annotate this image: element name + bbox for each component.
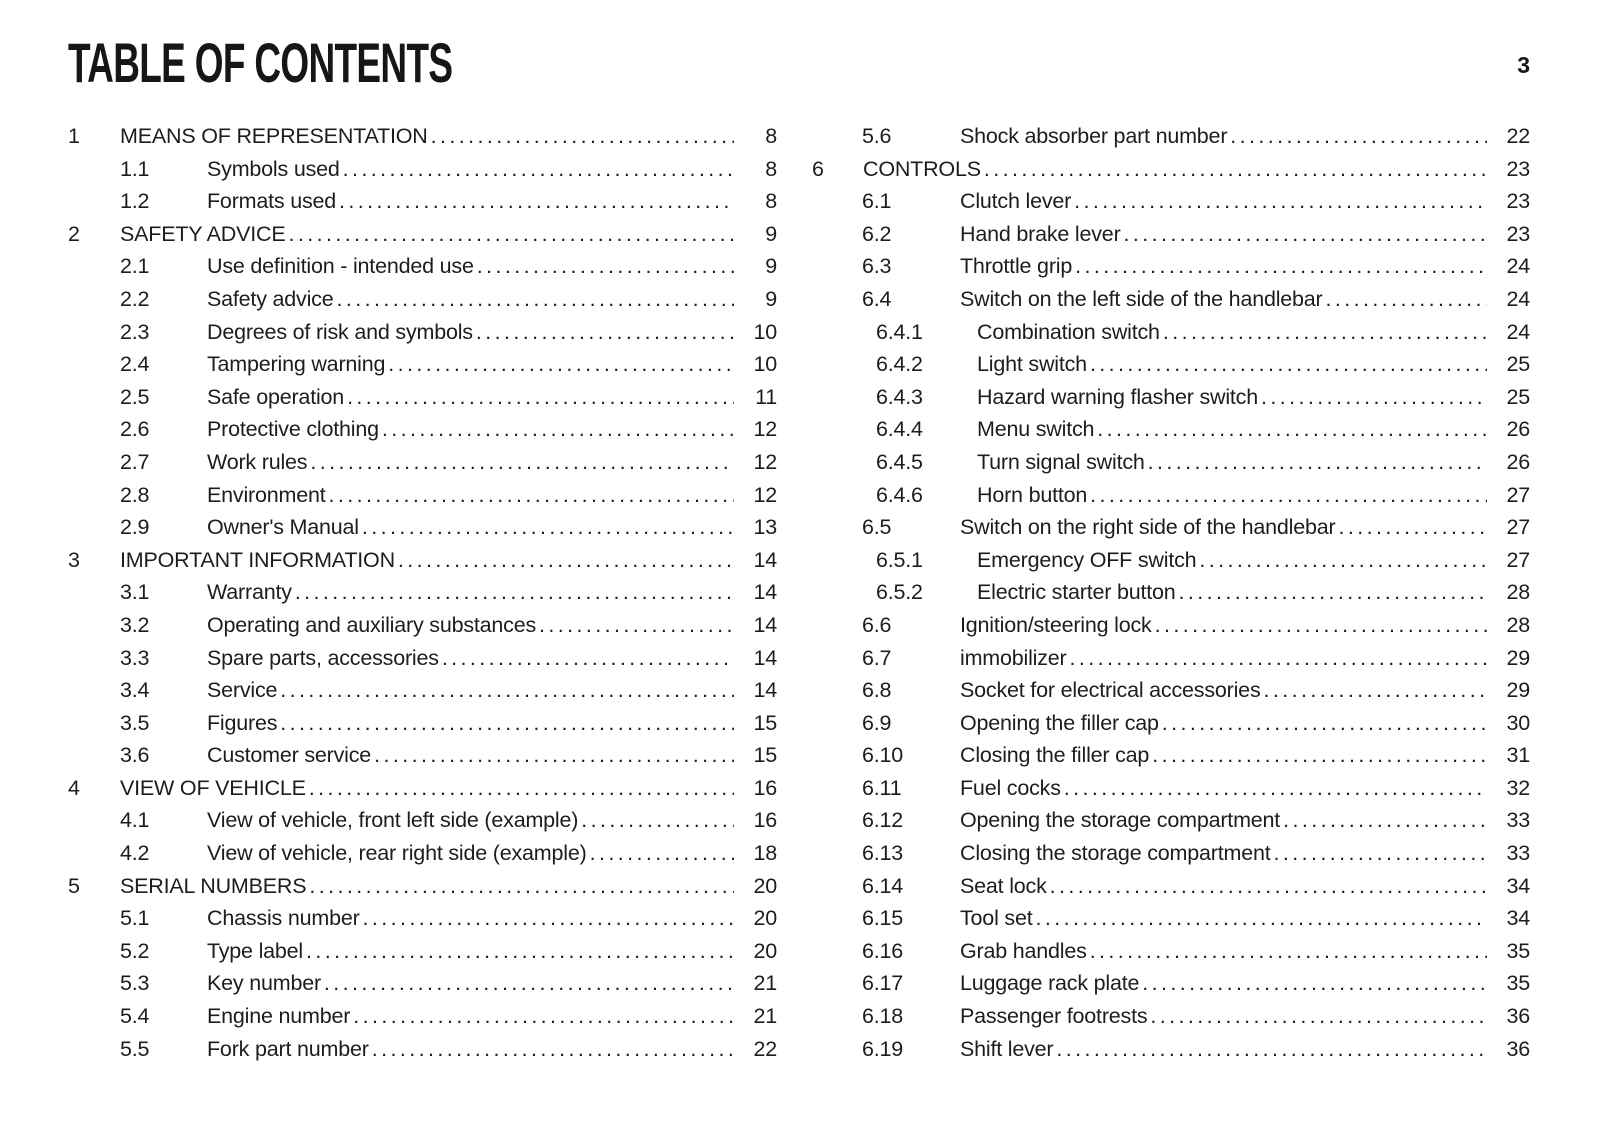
toc-entry-label: Key number: [207, 971, 321, 996]
toc-entry-label: CONTROLS: [863, 156, 981, 181]
toc-entry-number: 6.6: [862, 612, 892, 637]
toc-entry-number: 1.2: [120, 189, 150, 214]
dot-leader: [288, 218, 734, 251]
toc-entry-number: 6.12: [862, 808, 904, 833]
toc-entry-label: Tool set: [960, 906, 1033, 931]
toc-entry-label: Service: [207, 678, 278, 703]
dot-leader: [1090, 935, 1487, 968]
toc-entry-number: 5.5: [120, 1036, 150, 1061]
toc-entry-page: 15: [753, 710, 777, 735]
toc-entry-page: 14: [753, 612, 777, 637]
toc-entry-label: Type label: [207, 938, 304, 963]
dot-leader: [306, 935, 734, 968]
toc-entry: [68, 120, 777, 153]
toc-entry-label: Light switch: [977, 352, 1087, 377]
toc-entry: [812, 185, 1530, 218]
toc-entry-number: 5.4: [120, 1004, 150, 1029]
toc-entry: [812, 316, 1530, 349]
dot-leader: [1036, 902, 1488, 935]
toc-entry-number: 6.10: [862, 743, 904, 768]
toc-entry-page: 14: [753, 678, 777, 703]
toc-entry-number: 6.4.6: [876, 482, 923, 507]
dot-leader: [343, 153, 734, 186]
dot-leader: [1075, 250, 1487, 283]
page-title: TABLE OF CONTENTS: [68, 31, 453, 94]
toc-entry-number: 2.7: [120, 449, 150, 474]
dot-leader: [1199, 544, 1487, 577]
toc-entry-page: 28: [1506, 580, 1530, 605]
toc-entry: [812, 544, 1530, 577]
toc-entry-label: Safe operation: [207, 384, 345, 409]
toc-entry-number: 2: [68, 221, 80, 246]
toc-entry-page: 18: [753, 841, 777, 866]
toc-entry-page: 14: [753, 645, 777, 670]
toc-entry-label: Work rules: [207, 449, 308, 474]
toc-entry-number: 6.15: [862, 906, 904, 931]
toc-entry-page: 26: [1506, 417, 1530, 442]
toc-entry-label: Opening the storage compartment: [960, 808, 1281, 833]
toc-entry-page: 16: [753, 808, 777, 833]
dot-leader: [1064, 772, 1487, 805]
toc-entry-number: 2.4: [120, 352, 150, 377]
dot-leader: [324, 967, 734, 1000]
toc-entry: [812, 250, 1530, 283]
toc-entry-label: MEANS OF REPRESENTATION: [120, 124, 428, 148]
toc-entry-number: 6.4.4: [876, 417, 923, 442]
toc-entry-number: 2.3: [120, 319, 150, 344]
toc-entry: [812, 153, 1530, 186]
toc-entry-page: 33: [1506, 841, 1530, 866]
toc-entry-number: 3: [68, 547, 80, 572]
dot-leader: [309, 772, 734, 805]
toc-entry: [812, 413, 1530, 446]
dot-leader: [309, 870, 734, 903]
toc-entry-number: 6.4.2: [876, 352, 923, 377]
toc-entry-number: 6: [812, 156, 824, 181]
toc-entry: [68, 413, 777, 446]
toc-entry-page: 31: [1506, 743, 1530, 768]
toc-entry-page: 23: [1506, 221, 1530, 246]
toc-entry-label: Warranty: [207, 580, 292, 605]
toc-entry-page: 14: [753, 547, 777, 572]
toc-entry-number: 5.1: [120, 906, 150, 931]
toc-entry-number: 5.2: [120, 938, 150, 963]
toc-entry-page: 35: [1506, 971, 1530, 996]
toc-entry: [812, 120, 1530, 153]
toc-entry-label: Owner's Manual: [207, 515, 359, 540]
toc-entry: [812, 804, 1530, 837]
toc-entry-label: Closing the filler cap: [960, 743, 1150, 768]
toc-entry-label: Protective clothing: [207, 417, 379, 442]
page-number: 3: [1517, 52, 1530, 78]
dot-leader: [1162, 707, 1487, 740]
toc-entry: [68, 1000, 777, 1033]
dot-leader: [1326, 283, 1487, 316]
toc-entry-label: VIEW OF VEHICLE: [120, 775, 306, 800]
toc-entry: [812, 1000, 1530, 1033]
dot-leader: [1152, 739, 1487, 772]
toc-entry-page: 9: [765, 221, 777, 246]
toc-entry: [812, 511, 1530, 544]
dot-leader: [1283, 804, 1487, 837]
toc-entry-label: Switch on the left side of the handlebar: [960, 286, 1323, 311]
toc-entry-label: Seat lock: [960, 873, 1047, 898]
toc-entry-label: Safety advice: [207, 286, 334, 311]
toc-entry-label: Chassis number: [207, 906, 360, 931]
toc-entry: [812, 283, 1530, 316]
dot-leader: [477, 250, 734, 283]
dot-leader: [310, 446, 734, 479]
toc-entry-page: 36: [1506, 1004, 1530, 1029]
toc-entry: [812, 609, 1530, 642]
dot-leader: [1264, 674, 1488, 707]
toc-entry-number: 2.2: [120, 286, 150, 311]
toc-entry-page: 27: [1506, 482, 1530, 507]
toc-entry: [812, 772, 1530, 805]
toc-entry: [68, 446, 777, 479]
toc-entry-number: 2.8: [120, 482, 150, 507]
toc-entry-page: 14: [753, 580, 777, 605]
toc-entry: [68, 250, 777, 283]
toc-entry-page: 20: [753, 906, 777, 931]
toc-entry-page: 35: [1506, 938, 1530, 963]
toc-entry-number: 6.4.5: [876, 449, 923, 474]
toc-entry-number: 3.2: [120, 612, 150, 637]
toc-entry-number: 6.5: [862, 515, 892, 540]
toc-entry-page: 23: [1506, 156, 1530, 181]
toc-entry-label: Ignition/steering lock: [960, 612, 1152, 637]
toc-entry: [68, 707, 777, 740]
toc-entry: [68, 511, 777, 544]
dot-leader: [1070, 642, 1487, 675]
toc-entry-number: 6.3: [862, 254, 892, 279]
dot-leader: [1155, 609, 1487, 642]
dot-leader: [1179, 576, 1487, 609]
toc-entry-page: 11: [755, 384, 777, 409]
toc-entry: [812, 837, 1530, 870]
toc-entry: [812, 348, 1530, 381]
toc-entry-page: 36: [1506, 1036, 1530, 1061]
toc-entry-number: 6.19: [862, 1036, 904, 1061]
dot-leader: [347, 381, 734, 414]
dot-leader: [1273, 837, 1487, 870]
toc-entry-page: 24: [1506, 254, 1530, 279]
toc-entry-page: 26: [1506, 449, 1530, 474]
toc-entry: [812, 935, 1530, 968]
toc-entry-number: 6.4.1: [876, 319, 923, 344]
toc-entry-page: 21: [753, 1004, 777, 1029]
dot-leader: [984, 153, 1487, 186]
toc-entry-label: Luggage rack plate: [960, 971, 1140, 996]
toc-entry-number: 4.1: [120, 808, 150, 833]
dot-leader: [442, 642, 734, 675]
toc-entry: [68, 316, 777, 349]
toc-entry-page: 30: [1506, 710, 1530, 735]
toc-entry: [68, 837, 777, 870]
dot-leader: [363, 902, 734, 935]
toc-entry: [68, 348, 777, 381]
toc-entry: [812, 739, 1530, 772]
toc-entry: [68, 381, 777, 414]
dot-leader: [590, 837, 734, 870]
toc-entry-page: 8: [765, 124, 777, 148]
toc-entry-number: 3.4: [120, 678, 150, 703]
toc-entry-page: 12: [753, 482, 777, 507]
dot-leader: [398, 544, 734, 577]
toc-entry-label: SERIAL NUMBERS: [120, 873, 307, 898]
dot-leader: [1056, 1033, 1487, 1066]
toc-entry-page: 34: [1506, 906, 1530, 931]
dot-leader: [1261, 381, 1487, 414]
toc-entry-number: 4: [68, 775, 80, 800]
dot-leader: [1074, 185, 1487, 218]
toc-entry-label: Fuel cocks: [960, 775, 1061, 800]
dot-leader: [339, 185, 734, 218]
toc-entry-number: 5: [68, 873, 80, 898]
dot-leader: [1150, 1000, 1487, 1033]
toc-entry-label: View of vehicle, rear right side (example): [207, 841, 587, 866]
toc-entry-label: Figures: [207, 710, 278, 735]
toc-entry-page: 8: [765, 189, 777, 214]
toc-entry-page: 8: [765, 156, 777, 181]
toc-entry-label: Tampering warning: [207, 352, 386, 377]
toc-entry-label: Degrees of risk and symbols: [207, 319, 473, 344]
dot-leader: [374, 739, 734, 772]
toc-entry-label: Shift lever: [960, 1036, 1054, 1061]
toc-entry-number: 6.1: [862, 189, 892, 214]
toc-entry-page: 25: [1506, 384, 1530, 409]
toc-entry-page: 27: [1506, 515, 1530, 540]
toc-entry-page: 9: [765, 254, 777, 279]
toc-entry: [68, 218, 777, 251]
toc-entry-page: 29: [1506, 645, 1530, 670]
toc-entry-number: 5.6: [862, 124, 892, 148]
dot-leader: [539, 609, 734, 642]
toc-entry: [68, 609, 777, 642]
toc-entry-page: 33: [1506, 808, 1530, 833]
dot-leader: [1050, 870, 1487, 903]
toc-entry-label: Opening the filler cap: [960, 710, 1159, 735]
toc-entry-label: IMPORTANT INFORMATION: [120, 547, 395, 572]
toc-entry: [812, 642, 1530, 675]
toc-entry: [812, 479, 1530, 512]
dot-leader: [280, 707, 734, 740]
toc-entry-number: 6.14: [862, 873, 904, 898]
toc-entry: [68, 870, 777, 903]
toc-entry-label: SAFETY ADVICE: [120, 221, 286, 246]
dot-leader: [1097, 413, 1487, 446]
dot-leader: [382, 413, 734, 446]
toc-entry: [68, 479, 777, 512]
toc-entry: [812, 446, 1530, 479]
toc-entry: [812, 674, 1530, 707]
toc-entry-page: 29: [1506, 678, 1530, 703]
toc-entry-number: 6.9: [862, 710, 892, 735]
toc-entry-label: Fork part number: [207, 1036, 369, 1061]
toc-entry: [812, 870, 1530, 903]
dot-leader: [336, 283, 734, 316]
toc-entry-label: Turn signal switch: [977, 449, 1145, 474]
toc-entry: [68, 185, 777, 218]
dot-leader: [1142, 967, 1487, 1000]
toc-entry-page: 12: [753, 449, 777, 474]
toc-entry: [812, 576, 1530, 609]
toc-entry-label: Throttle grip: [960, 254, 1073, 279]
toc-entry-page: 12: [753, 417, 777, 442]
toc-entry: [68, 642, 777, 675]
dot-leader: [581, 804, 734, 837]
toc-entry-number: 6.17: [862, 971, 904, 996]
toc-entry: [68, 544, 777, 577]
toc-entry-label: Symbols used: [207, 156, 340, 181]
toc-entry-label: Combination switch: [977, 319, 1160, 344]
toc-entry-label: Hand brake lever: [960, 221, 1121, 246]
toc-entry: [68, 935, 777, 968]
toc-entry-label: Customer service: [207, 743, 372, 768]
toc-entry-number: 6.18: [862, 1004, 904, 1029]
toc-entry-label: immobilizer: [960, 645, 1067, 670]
toc-entry-page: 22: [1506, 124, 1530, 148]
dot-leader: [1148, 446, 1487, 479]
toc-entry-page: 10: [753, 352, 777, 377]
toc-entry-label: Menu switch: [977, 417, 1095, 442]
toc-entry-number: 2.1: [120, 254, 150, 279]
toc-entry: [812, 707, 1530, 740]
toc-entry-label: Grab handles: [960, 938, 1087, 963]
toc-entry: [68, 772, 777, 805]
toc-entry: [812, 218, 1530, 251]
dot-leader: [329, 479, 735, 512]
toc-entry: [68, 576, 777, 609]
toc-entry-page: 24: [1506, 286, 1530, 311]
toc-entry-label: Formats used: [207, 189, 337, 214]
toc-entry: [68, 1033, 777, 1066]
toc-entry: [68, 674, 777, 707]
toc-entry-number: 3.1: [120, 580, 150, 605]
toc-entry-number: 1: [68, 124, 80, 148]
toc-entry-page: 20: [753, 938, 777, 963]
toc-entry: [68, 967, 777, 1000]
toc-entry-number: 6.4.3: [876, 384, 923, 409]
toc-entry-label: Passenger footrests: [960, 1004, 1148, 1029]
toc-entry-label: Socket for electrical accessories: [960, 678, 1261, 703]
toc-entry-label: Spare parts, accessories: [207, 645, 439, 670]
dot-leader: [372, 1033, 734, 1066]
toc-entry-page: 28: [1506, 612, 1530, 637]
toc-entry-label: Operating and auxiliary substances: [207, 612, 537, 637]
toc-entry-number: 1.1: [120, 156, 150, 181]
dot-leader: [476, 316, 734, 349]
toc-entry-number: 3.5: [120, 710, 150, 735]
toc-entry-number: 4.2: [120, 841, 150, 866]
toc-entry: [68, 283, 777, 316]
toc-entry-number: 2.9: [120, 515, 150, 540]
dot-leader: [353, 1000, 734, 1033]
dot-leader: [431, 120, 734, 153]
toc-entry-page: 25: [1506, 352, 1530, 377]
toc-entry-label: Environment: [207, 482, 326, 507]
toc-entry-page: 22: [753, 1036, 777, 1061]
toc-entry-label: Shock absorber part number: [960, 124, 1228, 148]
toc-entry-label: Hazard warning flasher switch: [977, 384, 1258, 409]
toc-entry: [812, 967, 1530, 1000]
toc-entry-number: 6.5.1: [876, 547, 923, 572]
dot-leader: [1090, 479, 1487, 512]
toc-entry-number: 2.6: [120, 417, 150, 442]
dot-leader: [295, 576, 734, 609]
toc-entry-number: 6.13: [862, 841, 904, 866]
dot-leader: [362, 511, 734, 544]
toc-entry-number: 3.6: [120, 743, 150, 768]
toc-entry-number: 6.2: [862, 221, 892, 246]
toc-entry-page: 32: [1506, 775, 1530, 800]
toc-entry-number: 6.5.2: [876, 580, 923, 605]
toc-entry: [68, 153, 777, 186]
toc-entry-page: 15: [753, 743, 777, 768]
toc-entry-label: Closing the storage compartment: [960, 841, 1271, 866]
toc-column-right: [812, 120, 1530, 1065]
toc-entry-number: 6.4: [862, 286, 892, 311]
toc-entry-label: View of vehicle, front left side (example): [207, 808, 579, 833]
toc-entry-page: 27: [1506, 547, 1530, 572]
dot-leader: [1090, 348, 1487, 381]
toc-entry-number: 6.11: [862, 775, 902, 800]
toc-entry-label: Emergency OFF switch: [977, 547, 1197, 572]
dot-leader: [1124, 218, 1487, 251]
toc-entry: [812, 1033, 1530, 1066]
toc-entry: [68, 804, 777, 837]
toc-entry-page: 23: [1506, 189, 1530, 214]
toc-entry-page: 20: [753, 873, 777, 898]
toc-entry-page: 13: [753, 515, 777, 540]
toc-entry-page: 10: [753, 319, 777, 344]
dot-leader: [1230, 120, 1487, 153]
toc-entry-label: Use definition - intended use: [207, 254, 474, 279]
toc-entry: [68, 739, 777, 772]
dot-leader: [1163, 316, 1487, 349]
dot-leader: [1338, 511, 1487, 544]
toc-entry-number: 3.3: [120, 645, 150, 670]
toc-entry-number: 6.8: [862, 678, 892, 703]
toc-entry-label: Engine number: [207, 1004, 351, 1029]
toc-entry-page: 9: [765, 286, 777, 311]
toc-entry-label: Electric starter button: [977, 580, 1176, 605]
toc-entry: [68, 902, 777, 935]
toc-entry: [812, 902, 1530, 935]
toc-entry-page: 16: [753, 775, 777, 800]
toc-entry-label: Switch on the right side of the handlebar: [960, 515, 1336, 540]
toc-entry-label: Horn button: [977, 482, 1088, 507]
toc-entry-page: 24: [1506, 319, 1530, 344]
toc-entry-number: 6.16: [862, 938, 904, 963]
toc-entry-page: 21: [753, 971, 777, 996]
toc-entry-number: 6.7: [862, 645, 892, 670]
dot-leader: [280, 674, 734, 707]
toc-column-left: [68, 120, 777, 1065]
toc-entry-number: 5.3: [120, 971, 150, 996]
toc-entry-number: 2.5: [120, 384, 150, 409]
dot-leader: [388, 348, 734, 381]
toc-entry-label: Clutch lever: [960, 189, 1072, 214]
toc-entry-page: 34: [1506, 873, 1530, 898]
toc-entry: [812, 381, 1530, 414]
